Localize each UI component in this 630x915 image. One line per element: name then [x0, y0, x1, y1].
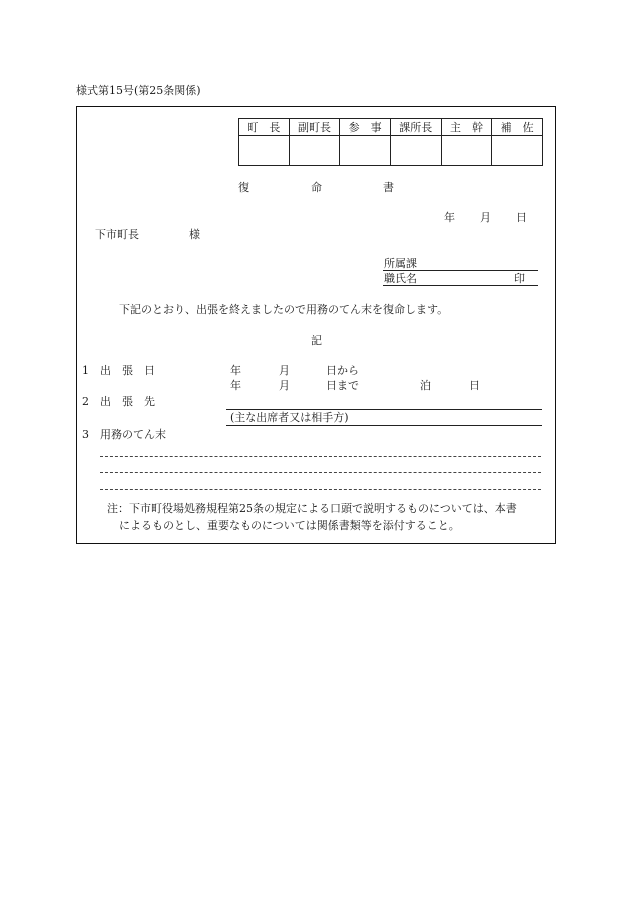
item-label-destination: 2 出 張 先	[82, 395, 155, 408]
attendee-field-line[interactable]	[226, 425, 542, 426]
to-year-label: 年	[230, 379, 241, 392]
stamp-box[interactable]	[390, 136, 441, 166]
addressee-name: 下市町長	[95, 228, 139, 241]
to-month-label: 月	[279, 379, 290, 392]
approval-header-row	[239, 119, 543, 136]
note-line: 注：下市町役場処務規程第25条の規定による口頭で説明するものについては、本書	[107, 502, 517, 515]
form-frame	[76, 106, 556, 544]
title-char: 命	[311, 181, 322, 194]
approval-header-cell: 副町長	[289, 119, 340, 136]
approval-stamp-table	[238, 118, 543, 166]
addressee-honorific: 様	[189, 228, 200, 241]
item-label-business-report: 3 用務のてん末	[82, 428, 166, 441]
approval-header-cell: 課所長	[390, 119, 441, 136]
department-field-line[interactable]	[383, 270, 538, 271]
item-label-trip-dates: 1 出 張 日	[82, 364, 155, 377]
name-label: 職氏名	[384, 272, 417, 285]
from-day-label: 日から	[326, 364, 359, 377]
date-year-label: 年	[444, 211, 455, 224]
approval-stamp-row	[239, 136, 543, 166]
approval-header-cell: 参 事	[340, 119, 391, 136]
title-char: 書	[383, 181, 394, 194]
body-text: 下記のとおり、出張を終えましたので用務のてん末を復命します。	[119, 303, 449, 316]
nights-label: 泊	[420, 379, 431, 392]
days-label: 日	[469, 379, 480, 392]
attendee-note: (主な出席者又は相手方)	[230, 411, 349, 424]
seal-label: 印	[514, 272, 525, 285]
approval-header-cell: 町 長	[239, 119, 290, 136]
ki-heading: 記	[311, 334, 322, 347]
date-day-label: 日	[516, 211, 527, 224]
stamp-box[interactable]	[239, 136, 290, 166]
report-dashed-line[interactable]	[100, 456, 541, 457]
destination-field-line[interactable]	[226, 409, 542, 410]
from-month-label: 月	[279, 364, 290, 377]
department-label: 所属課	[384, 257, 417, 270]
stamp-box[interactable]	[492, 136, 543, 166]
from-year-label: 年	[230, 364, 241, 377]
approval-header-cell: 補 佐	[492, 119, 543, 136]
approval-header-cell: 主 幹	[441, 119, 492, 136]
stamp-box[interactable]	[441, 136, 492, 166]
stamp-box[interactable]	[340, 136, 391, 166]
title-char: 復	[238, 181, 249, 194]
name-field-line[interactable]	[383, 285, 538, 286]
form-number-label: 様式第15号(第25条関係)	[76, 84, 201, 97]
stamp-box[interactable]	[289, 136, 340, 166]
report-dashed-line[interactable]	[100, 472, 541, 473]
to-day-label: 日まで	[326, 379, 359, 392]
note-line: によるものとし、重要なものについては関係書類等を添付すること。	[119, 519, 460, 532]
report-dashed-line[interactable]	[100, 489, 541, 490]
date-month-label: 月	[480, 211, 491, 224]
